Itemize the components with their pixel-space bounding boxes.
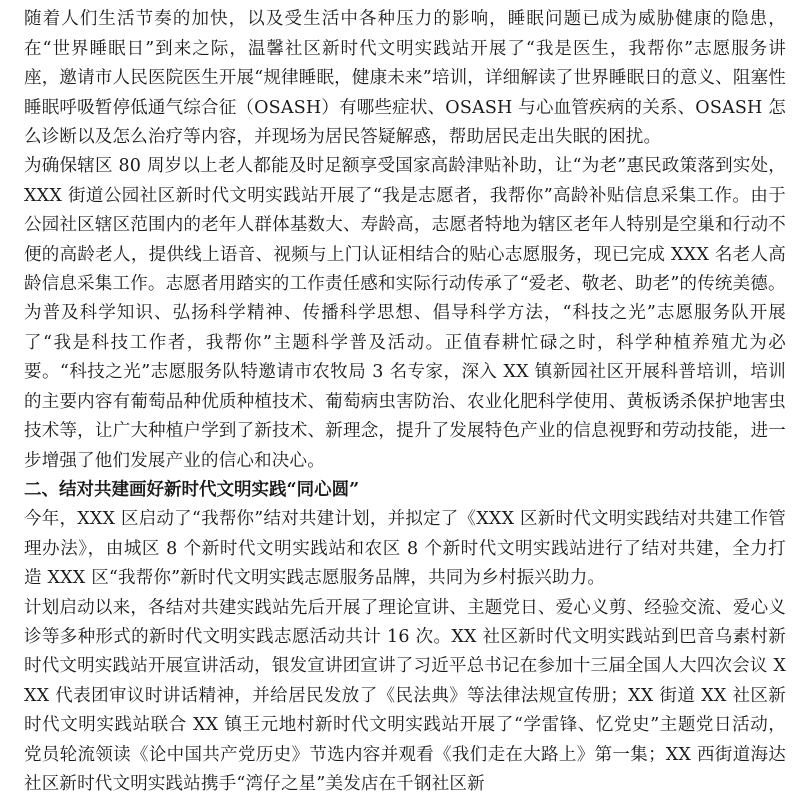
section-heading: 二、结对共建画好新时代文明实践“同心圆” (24, 479, 360, 500)
paragraph-2: 随着人们生活节奏的加快，以及受生活中各种压力的影响，睡眠问题已成为威胁健康的隐患，在“世界睡眠日”到来之际，温馨社区新时代文明实践站开展了“我是医生，我帮你”志愿服务讲座，邀请市人民医院医生开展“规律睡眠，健康未来”培训，详细解读了世界睡眠日的意义、阻塞性睡眠呼吸暂停低通气综合征（OSASH）有哪些症状、OSASH 与心血管疾病的关系、OSASH 怎么诊断以及怎么治疗等内容，并现场为居民答疑解惑，帮助居民走出失眠的困扰。 (24, 9, 786, 148)
paragraph-4: 为普及科学知识、弘扬科学精神、传播科学思想、倡导科学方法，“科技之光”志愿服务队开展了“我是科技工作者，我帮你”主题科学普及活动。正值春耕忙碌之时，科学种植养殖尤为必要。“科技之光”志愿服务队特邀请市农牧局 3 名专家，深入 XX 镇新园社区开展科普培训，培训的主要内容有葡萄品种优质种植技术、葡萄病虫害防治、农业化肥科学使用、黄板诱杀保护地害虫技术等，让广大种植户学到了新技术、新理念，提升了发展特色产业的信息视野和劳动技能，进一步增强了他们发展产业的信心和决心。 (24, 303, 786, 471)
paragraph-5: 今年，XXX 区启动了“我帮你”结对共建计划，并拟定了《XXX 区新时代文明实践结对共建工作管理办法》，由城区 8 个新时代文明实践站和农区 8 个新时代文明实践站进行了结对共建，全力打造 XXX 区“我帮你”新时代文明实践志愿服务品牌，共同为乡村振兴助力。 (24, 509, 786, 589)
paragraph-3: 为确保辖区 80 周岁以上老人都能及时足额享受国家高龄津贴补助，让“为老”惠民政策落到实处，XXX 街道公园社区新时代文明实践站开展了“我是志愿者，我帮你”高龄补贴信息采集工作。由于公园社区辖区范围内的老年人群体基数大、寿龄高，志愿者特地为辖区老年人特别是空巢和行动不便的高龄老人，提供线上语音、视频与上门认证相结合的贴心志愿服务，现已完成 XXX 名老人高龄信息采集工作。志愿者用踏实的工作责任感和实际行动传承了“爱老、敬老、助老”的传统美德。 (24, 156, 787, 295)
paragraph-6: 计划启动以来，各结对共建实践站先后开展了理论宣讲、主题党日、爱心义剪、经验交流、爱心义诊等多种形式的新时代文明实践志愿活动共计 16 次。XX 社区新时代文明实践站到巴音乌素村新时代文明实践站开展宣讲活动，银发宣讲团宣讲了习近平总书记在参加十三届全国人大四次会议 XXX 代表团审议时讲话精神，并给居民发放了《民法典》等法律法规宣传册；XX 街道 XX 社区新时代文明实践站联合 XX 镇王元地村新时代文明实践站开展了“学雷锋、忆党史”主题党日活动，党员轮流领读《论中国共产党历史》节选内容并观看《我们走在大路上》第一集；XX 西街道海达社区新时代文明实践站携手“湾仔之星”美发店在千钢社区新 (24, 597, 786, 794)
